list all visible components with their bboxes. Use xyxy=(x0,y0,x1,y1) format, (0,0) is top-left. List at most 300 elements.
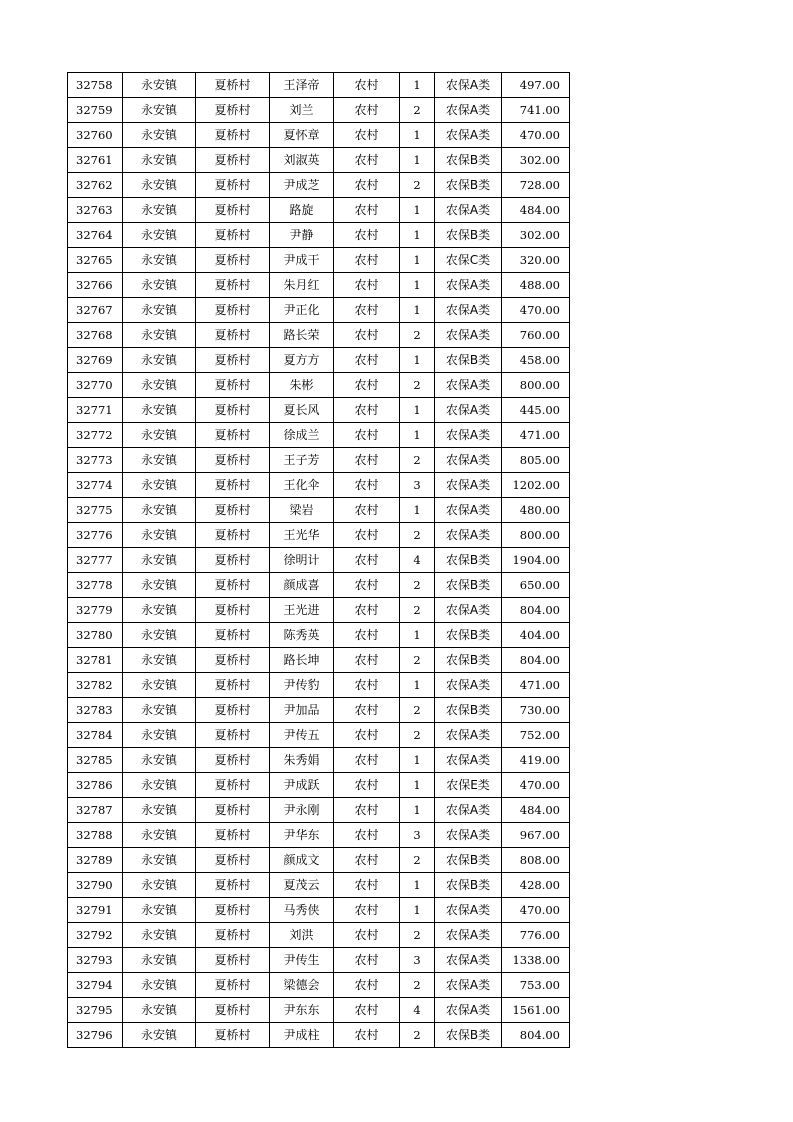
cell-village: 夏桥村 xyxy=(196,398,270,423)
cell-amount: 320.00 xyxy=(502,248,570,273)
cell-count: 1 xyxy=(400,773,435,798)
table-row xyxy=(68,323,570,348)
cell-amount: 471.00 xyxy=(502,423,570,448)
table-row xyxy=(68,748,570,773)
cell-id: 32766 xyxy=(68,273,123,298)
cell-category: 农保B类 xyxy=(435,223,502,248)
cell-amount: 1904.00 xyxy=(502,548,570,573)
cell-name: 尹成芝 xyxy=(270,173,334,198)
table-row xyxy=(68,1023,570,1048)
table-row xyxy=(68,273,570,298)
cell-village: 夏桥村 xyxy=(196,1023,270,1048)
cell-amount: 752.00 xyxy=(502,723,570,748)
cell-town: 永安镇 xyxy=(123,198,196,223)
cell-town: 永安镇 xyxy=(123,1023,196,1048)
cell-type: 农村 xyxy=(334,798,400,823)
cell-amount: 805.00 xyxy=(502,448,570,473)
cell-amount: 730.00 xyxy=(502,698,570,723)
table-row xyxy=(68,348,570,373)
cell-category: 农保B类 xyxy=(435,623,502,648)
cell-name: 刘洪 xyxy=(270,923,334,948)
cell-amount: 419.00 xyxy=(502,748,570,773)
cell-name: 徐明计 xyxy=(270,548,334,573)
cell-amount: 650.00 xyxy=(502,573,570,598)
cell-amount: 302.00 xyxy=(502,148,570,173)
cell-amount: 741.00 xyxy=(502,98,570,123)
table-row xyxy=(68,573,570,598)
cell-type: 农村 xyxy=(334,598,400,623)
cell-name: 夏长风 xyxy=(270,398,334,423)
cell-town: 永安镇 xyxy=(123,173,196,198)
cell-town: 永安镇 xyxy=(123,648,196,673)
cell-village: 夏桥村 xyxy=(196,898,270,923)
table-row xyxy=(68,673,570,698)
cell-id: 32770 xyxy=(68,373,123,398)
table-row xyxy=(68,823,570,848)
cell-category: 农保A类 xyxy=(435,198,502,223)
cell-type: 农村 xyxy=(334,348,400,373)
cell-name: 尹东东 xyxy=(270,998,334,1023)
cell-category: 农保A类 xyxy=(435,598,502,623)
cell-category: 农保A类 xyxy=(435,523,502,548)
cell-village: 夏桥村 xyxy=(196,573,270,598)
cell-town: 永安镇 xyxy=(123,148,196,173)
cell-village: 夏桥村 xyxy=(196,923,270,948)
cell-id: 32781 xyxy=(68,648,123,673)
cell-count: 2 xyxy=(400,1023,435,1048)
cell-amount: 497.00 xyxy=(502,73,570,98)
cell-amount: 428.00 xyxy=(502,873,570,898)
table-row xyxy=(68,873,570,898)
table-row xyxy=(68,548,570,573)
cell-name: 路长荣 xyxy=(270,323,334,348)
cell-id: 32775 xyxy=(68,498,123,523)
cell-name: 尹传豹 xyxy=(270,673,334,698)
cell-count: 3 xyxy=(400,473,435,498)
cell-id: 32794 xyxy=(68,973,123,998)
cell-amount: 808.00 xyxy=(502,848,570,873)
table-row xyxy=(68,773,570,798)
cell-count: 2 xyxy=(400,448,435,473)
cell-id: 32787 xyxy=(68,798,123,823)
cell-village: 夏桥村 xyxy=(196,823,270,848)
cell-category: 农保B类 xyxy=(435,348,502,373)
cell-town: 永安镇 xyxy=(123,748,196,773)
cell-count: 1 xyxy=(400,73,435,98)
cell-count: 1 xyxy=(400,623,435,648)
cell-name: 夏怀章 xyxy=(270,123,334,148)
cell-amount: 753.00 xyxy=(502,973,570,998)
cell-id: 32776 xyxy=(68,523,123,548)
cell-id: 32789 xyxy=(68,848,123,873)
cell-town: 永安镇 xyxy=(123,898,196,923)
cell-amount: 404.00 xyxy=(502,623,570,648)
cell-id: 32796 xyxy=(68,1023,123,1048)
cell-count: 3 xyxy=(400,948,435,973)
cell-count: 1 xyxy=(400,873,435,898)
cell-category: 农保A类 xyxy=(435,323,502,348)
cell-type: 农村 xyxy=(334,523,400,548)
cell-type: 农村 xyxy=(334,148,400,173)
cell-count: 1 xyxy=(400,198,435,223)
table-row xyxy=(68,898,570,923)
table-row xyxy=(68,148,570,173)
cell-amount: 470.00 xyxy=(502,898,570,923)
cell-village: 夏桥村 xyxy=(196,323,270,348)
cell-category: 农保A类 xyxy=(435,448,502,473)
cell-name: 刘淑英 xyxy=(270,148,334,173)
cell-type: 农村 xyxy=(334,223,400,248)
cell-count: 2 xyxy=(400,698,435,723)
cell-id: 32767 xyxy=(68,298,123,323)
cell-town: 永安镇 xyxy=(123,623,196,648)
cell-village: 夏桥村 xyxy=(196,348,270,373)
cell-type: 农村 xyxy=(334,298,400,323)
cell-name: 徐成兰 xyxy=(270,423,334,448)
cell-type: 农村 xyxy=(334,548,400,573)
cell-town: 永安镇 xyxy=(123,423,196,448)
table-row xyxy=(68,923,570,948)
cell-count: 2 xyxy=(400,573,435,598)
cell-village: 夏桥村 xyxy=(196,373,270,398)
cell-id: 32780 xyxy=(68,623,123,648)
cell-type: 农村 xyxy=(334,373,400,398)
cell-category: 农保B类 xyxy=(435,1023,502,1048)
cell-village: 夏桥村 xyxy=(196,498,270,523)
cell-name: 尹成干 xyxy=(270,248,334,273)
cell-type: 农村 xyxy=(334,198,400,223)
table-row xyxy=(68,223,570,248)
cell-town: 永安镇 xyxy=(123,823,196,848)
cell-type: 农村 xyxy=(334,123,400,148)
cell-name: 尹正化 xyxy=(270,298,334,323)
cell-name: 夏方方 xyxy=(270,348,334,373)
cell-id: 32779 xyxy=(68,598,123,623)
cell-count: 1 xyxy=(400,348,435,373)
cell-type: 农村 xyxy=(334,498,400,523)
table-body xyxy=(68,73,570,1048)
cell-village: 夏桥村 xyxy=(196,248,270,273)
cell-count: 4 xyxy=(400,998,435,1023)
table-row xyxy=(68,723,570,748)
cell-type: 农村 xyxy=(334,748,400,773)
cell-category: 农保A类 xyxy=(435,298,502,323)
cell-category: 农保A类 xyxy=(435,98,502,123)
cell-amount: 804.00 xyxy=(502,648,570,673)
cell-category: 农保A类 xyxy=(435,73,502,98)
table-row xyxy=(68,298,570,323)
table-row xyxy=(68,373,570,398)
cell-id: 32764 xyxy=(68,223,123,248)
cell-count: 1 xyxy=(400,398,435,423)
cell-category: 农保A类 xyxy=(435,923,502,948)
cell-category: 农保A类 xyxy=(435,998,502,1023)
cell-name: 路长坤 xyxy=(270,648,334,673)
cell-amount: 760.00 xyxy=(502,323,570,348)
cell-type: 农村 xyxy=(334,698,400,723)
cell-town: 永安镇 xyxy=(123,873,196,898)
table-row xyxy=(68,73,570,98)
cell-type: 农村 xyxy=(334,98,400,123)
cell-id: 32792 xyxy=(68,923,123,948)
cell-type: 农村 xyxy=(334,1023,400,1048)
cell-type: 农村 xyxy=(334,448,400,473)
cell-town: 永安镇 xyxy=(123,998,196,1023)
cell-id: 32773 xyxy=(68,448,123,473)
cell-village: 夏桥村 xyxy=(196,973,270,998)
cell-town: 永安镇 xyxy=(123,323,196,348)
cell-name: 夏茂云 xyxy=(270,873,334,898)
cell-village: 夏桥村 xyxy=(196,673,270,698)
cell-name: 朱月红 xyxy=(270,273,334,298)
cell-amount: 967.00 xyxy=(502,823,570,848)
cell-town: 永安镇 xyxy=(123,498,196,523)
cell-type: 农村 xyxy=(334,873,400,898)
cell-type: 农村 xyxy=(334,648,400,673)
cell-type: 农村 xyxy=(334,73,400,98)
cell-type: 农村 xyxy=(334,573,400,598)
cell-village: 夏桥村 xyxy=(196,798,270,823)
cell-amount: 458.00 xyxy=(502,348,570,373)
cell-village: 夏桥村 xyxy=(196,848,270,873)
cell-type: 农村 xyxy=(334,973,400,998)
cell-id: 32784 xyxy=(68,723,123,748)
cell-count: 2 xyxy=(400,648,435,673)
cell-id: 32765 xyxy=(68,248,123,273)
cell-type: 农村 xyxy=(334,723,400,748)
cell-amount: 470.00 xyxy=(502,298,570,323)
cell-village: 夏桥村 xyxy=(196,198,270,223)
cell-village: 夏桥村 xyxy=(196,448,270,473)
table-row xyxy=(68,173,570,198)
cell-town: 永安镇 xyxy=(123,248,196,273)
cell-id: 32762 xyxy=(68,173,123,198)
cell-village: 夏桥村 xyxy=(196,773,270,798)
cell-town: 永安镇 xyxy=(123,348,196,373)
table-row xyxy=(68,623,570,648)
cell-village: 夏桥村 xyxy=(196,223,270,248)
cell-count: 2 xyxy=(400,523,435,548)
cell-id: 32777 xyxy=(68,548,123,573)
cell-village: 夏桥村 xyxy=(196,723,270,748)
cell-type: 农村 xyxy=(334,323,400,348)
cell-amount: 488.00 xyxy=(502,273,570,298)
cell-type: 农村 xyxy=(334,173,400,198)
cell-village: 夏桥村 xyxy=(196,998,270,1023)
cell-town: 永安镇 xyxy=(123,698,196,723)
cell-name: 尹静 xyxy=(270,223,334,248)
cell-category: 农保A类 xyxy=(435,123,502,148)
cell-category: 农保A类 xyxy=(435,948,502,973)
cell-village: 夏桥村 xyxy=(196,473,270,498)
cell-id: 32772 xyxy=(68,423,123,448)
table-row xyxy=(68,598,570,623)
table-row xyxy=(68,398,570,423)
cell-village: 夏桥村 xyxy=(196,598,270,623)
table-row xyxy=(68,448,570,473)
cell-village: 夏桥村 xyxy=(196,298,270,323)
cell-type: 农村 xyxy=(334,848,400,873)
cell-id: 32788 xyxy=(68,823,123,848)
cell-amount: 470.00 xyxy=(502,773,570,798)
cell-amount: 728.00 xyxy=(502,173,570,198)
cell-town: 永安镇 xyxy=(123,298,196,323)
table-row xyxy=(68,123,570,148)
cell-village: 夏桥村 xyxy=(196,548,270,573)
cell-amount: 480.00 xyxy=(502,498,570,523)
cell-name: 王泽帝 xyxy=(270,73,334,98)
cell-type: 农村 xyxy=(334,473,400,498)
cell-category: 农保B类 xyxy=(435,548,502,573)
cell-id: 32786 xyxy=(68,773,123,798)
cell-count: 1 xyxy=(400,223,435,248)
cell-village: 夏桥村 xyxy=(196,173,270,198)
cell-id: 32783 xyxy=(68,698,123,723)
cell-town: 永安镇 xyxy=(123,448,196,473)
cell-type: 农村 xyxy=(334,398,400,423)
cell-count: 2 xyxy=(400,98,435,123)
cell-amount: 484.00 xyxy=(502,198,570,223)
cell-count: 1 xyxy=(400,123,435,148)
cell-count: 2 xyxy=(400,973,435,998)
cell-category: 农保A类 xyxy=(435,373,502,398)
cell-id: 32768 xyxy=(68,323,123,348)
cell-amount: 1561.00 xyxy=(502,998,570,1023)
table-row xyxy=(68,498,570,523)
cell-town: 永安镇 xyxy=(123,548,196,573)
cell-name: 陈秀英 xyxy=(270,623,334,648)
cell-town: 永安镇 xyxy=(123,598,196,623)
cell-count: 2 xyxy=(400,323,435,348)
cell-category: 农保A类 xyxy=(435,473,502,498)
cell-category: 农保A类 xyxy=(435,748,502,773)
cell-count: 1 xyxy=(400,273,435,298)
cell-count: 4 xyxy=(400,548,435,573)
cell-town: 永安镇 xyxy=(123,223,196,248)
cell-count: 1 xyxy=(400,148,435,173)
cell-town: 永安镇 xyxy=(123,73,196,98)
table-row xyxy=(68,473,570,498)
table-row xyxy=(68,948,570,973)
cell-town: 永安镇 xyxy=(123,373,196,398)
cell-id: 32795 xyxy=(68,998,123,1023)
table-row xyxy=(68,798,570,823)
cell-id: 32785 xyxy=(68,748,123,773)
cell-amount: 484.00 xyxy=(502,798,570,823)
cell-name: 尹成跃 xyxy=(270,773,334,798)
cell-type: 农村 xyxy=(334,898,400,923)
table-row xyxy=(68,248,570,273)
cell-name: 王光进 xyxy=(270,598,334,623)
table-row xyxy=(68,648,570,673)
cell-count: 2 xyxy=(400,173,435,198)
table-row xyxy=(68,973,570,998)
cell-amount: 800.00 xyxy=(502,523,570,548)
cell-village: 夏桥村 xyxy=(196,748,270,773)
cell-count: 1 xyxy=(400,673,435,698)
table-row xyxy=(68,198,570,223)
cell-id: 32769 xyxy=(68,348,123,373)
cell-category: 农保B类 xyxy=(435,573,502,598)
cell-id: 32774 xyxy=(68,473,123,498)
cell-type: 农村 xyxy=(334,423,400,448)
cell-type: 农村 xyxy=(334,623,400,648)
cell-category: 农保A类 xyxy=(435,673,502,698)
cell-id: 32761 xyxy=(68,148,123,173)
cell-name: 王光华 xyxy=(270,523,334,548)
cell-category: 农保A类 xyxy=(435,398,502,423)
cell-count: 1 xyxy=(400,798,435,823)
cell-category: 农保A类 xyxy=(435,498,502,523)
cell-amount: 1202.00 xyxy=(502,473,570,498)
cell-town: 永安镇 xyxy=(123,123,196,148)
cell-name: 马秀侠 xyxy=(270,898,334,923)
cell-village: 夏桥村 xyxy=(196,73,270,98)
cell-town: 永安镇 xyxy=(123,723,196,748)
cell-category: 农保A类 xyxy=(435,273,502,298)
cell-amount: 445.00 xyxy=(502,398,570,423)
cell-type: 农村 xyxy=(334,823,400,848)
cell-category: 农保B类 xyxy=(435,873,502,898)
cell-category: 农保B类 xyxy=(435,173,502,198)
cell-town: 永安镇 xyxy=(123,848,196,873)
cell-name: 尹永刚 xyxy=(270,798,334,823)
cell-id: 32790 xyxy=(68,873,123,898)
cell-village: 夏桥村 xyxy=(196,648,270,673)
cell-village: 夏桥村 xyxy=(196,873,270,898)
cell-village: 夏桥村 xyxy=(196,623,270,648)
cell-amount: 470.00 xyxy=(502,123,570,148)
cell-name: 尹华东 xyxy=(270,823,334,848)
cell-category: 农保A类 xyxy=(435,973,502,998)
cell-id: 32760 xyxy=(68,123,123,148)
cell-count: 1 xyxy=(400,298,435,323)
table-row xyxy=(68,698,570,723)
cell-village: 夏桥村 xyxy=(196,948,270,973)
cell-id: 32759 xyxy=(68,98,123,123)
cell-town: 永安镇 xyxy=(123,673,196,698)
cell-town: 永安镇 xyxy=(123,398,196,423)
cell-id: 32771 xyxy=(68,398,123,423)
cell-name: 尹加品 xyxy=(270,698,334,723)
cell-town: 永安镇 xyxy=(123,948,196,973)
cell-name: 王子芳 xyxy=(270,448,334,473)
cell-village: 夏桥村 xyxy=(196,698,270,723)
cell-name: 路旋 xyxy=(270,198,334,223)
cell-count: 2 xyxy=(400,598,435,623)
cell-type: 农村 xyxy=(334,673,400,698)
cell-category: 农保A类 xyxy=(435,823,502,848)
cell-amount: 804.00 xyxy=(502,598,570,623)
cell-village: 夏桥村 xyxy=(196,273,270,298)
cell-type: 农村 xyxy=(334,273,400,298)
cell-name: 尹传五 xyxy=(270,723,334,748)
cell-count: 1 xyxy=(400,498,435,523)
cell-count: 2 xyxy=(400,848,435,873)
cell-id: 32763 xyxy=(68,198,123,223)
cell-town: 永安镇 xyxy=(123,523,196,548)
records-table xyxy=(67,72,570,1048)
cell-count: 1 xyxy=(400,898,435,923)
cell-name: 朱秀娟 xyxy=(270,748,334,773)
cell-name: 梁岩 xyxy=(270,498,334,523)
cell-town: 永安镇 xyxy=(123,473,196,498)
cell-town: 永安镇 xyxy=(123,773,196,798)
cell-count: 3 xyxy=(400,823,435,848)
cell-id: 32782 xyxy=(68,673,123,698)
cell-category: 农保E类 xyxy=(435,773,502,798)
table-row xyxy=(68,848,570,873)
